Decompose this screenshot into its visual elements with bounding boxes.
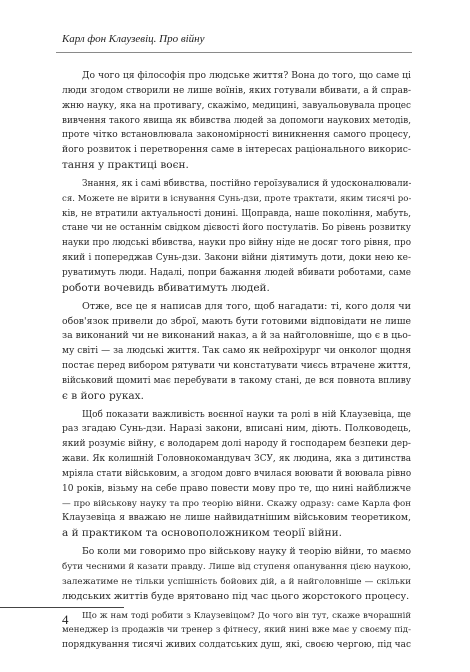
text-line: руватимуть люди. Надалі, попри бажання людей вбивати роботами, саме xyxy=(62,267,411,278)
text-line: проте чітко встановлювала закономірності виникнення самого процесу, xyxy=(62,130,411,141)
text-line: Знання, як і самі вбивства, постійно героїзувалися й удосконалювали- xyxy=(82,178,411,189)
body-text xyxy=(62,69,411,653)
paragraph xyxy=(62,408,411,542)
text-line: Бо коли ми говоримо про військову науку й теорію війни, то маємо xyxy=(82,546,411,558)
paragraph xyxy=(62,300,411,404)
text-line: — про військову науку та про теорію війни. Скажу одразу: саме Карла фон xyxy=(62,498,411,509)
running-title: Карл фон Клаузевіц. Про війну xyxy=(62,33,205,45)
paragraph xyxy=(62,609,411,654)
text-line: менеджер із продажів чи тренер з фітнесу, який нині вже має у своєму під- xyxy=(62,625,411,636)
text-line: Що ж нам тоді робити з Клаузевіцом? До чого він тут, скаже вчорашній xyxy=(82,610,411,621)
text-line: військовий щомиті має перебувати в такому стані, де вся повнота впливу xyxy=(62,375,411,386)
text-line: 10 років, візьму на себе право повести мову про те, що нині найближче xyxy=(62,483,411,494)
text-line: ся. Можете не вірити в існування Сунь-дзи, проте трактати, яким тисячі ро- xyxy=(62,193,411,204)
text-line: людських життів буде врятовано під час цього жорстокого процесу. xyxy=(62,590,410,602)
text-line: вивчення такого явища як вбивства людей за допомоги наукових методів, xyxy=(62,115,411,126)
text-line: Щоб показати важливість воєнної науки та ролі в ній Клаузевіца, ще xyxy=(82,409,411,420)
text-line: люди згодом створили не лише воїнів, яких готували вбивати, а й справ- xyxy=(62,85,411,96)
text-line: його розвиток і перетворення саме в інтересах раціонального викорис- xyxy=(62,144,411,156)
text-line: за виконаний чи не виконаний наказ, а й за найголовніше, що є в цьо- xyxy=(62,330,411,342)
footer-rule xyxy=(0,607,124,608)
text-line: науки про людські вбивства, науки про війну ніде не досяг того рівня, про xyxy=(62,238,411,249)
text-line: До чого ця філософія про людське життя? Вона до того, що саме ці xyxy=(82,70,411,81)
text-line: бути чесними й казати правду. Лише від ступеня опанування цією наукою, xyxy=(62,562,411,572)
text-line: який розуміє війну, є володарем долі народу й господарем безпеки дер- xyxy=(62,439,411,450)
text-line: раз згадаю Сунь-дзи. Наразі закони, вписані ним, діють. Полководець, xyxy=(62,423,411,435)
text-line: порядкування тисячі живих солдатських душ, які, своєю чергою, під час xyxy=(62,640,411,651)
text-line: стане чи не останнім свідком дієвості його постулатів. Бо рівень розвитку xyxy=(62,223,411,234)
paragraph xyxy=(62,177,411,296)
text-line: є в його руках. xyxy=(62,389,144,402)
text-line: Отже, все це я написав для того, щоб нагадати: ті, кого доля чи xyxy=(82,300,411,312)
text-line: ків, не втратили актуальності донині. Щоправда, наше покоління, мабуть, xyxy=(62,208,411,219)
text-line: залежатиме не тільки успішність бойових дій, а й найголовніше — скільки xyxy=(62,576,411,587)
text-line: Клаузевіца я вважаю не лише найвидатнішим військовим теоретиком, xyxy=(62,512,411,524)
text-line: жави. Як колишній Головнокомандувач ЗСУ, як людина, яка з дитинства xyxy=(62,454,411,465)
page-number: 4 xyxy=(62,612,69,627)
text-line: а й практиком та основоположником теорії війни. xyxy=(62,527,342,540)
paragraph xyxy=(62,69,411,173)
text-line: тання у практиці воєн. xyxy=(62,159,189,172)
text-line: роботи вочевидь вбиватимуть людей. xyxy=(62,281,270,294)
header-rule xyxy=(56,52,412,53)
text-line: жню науку, яка на противагу, скажімо, медицині, завуальовувала процес xyxy=(62,100,411,111)
text-line: мріяла стати військовим, а згодом довго вчилася воювати й воювала рівно xyxy=(62,468,411,479)
text-line: постає перед вибором рятувати чи констатувати чиєсь втрачене життя, xyxy=(62,361,411,372)
text-line: обов'язок привели до зброї, мають бути готовими відповідати не лише xyxy=(62,315,411,327)
text-line: який і попереджав Сунь-дзи. Закони війни діятимуть доти, доки нею ке- xyxy=(62,253,411,264)
paragraph xyxy=(62,545,411,604)
text-line: му світі — за людські життя. Так само як нейрохірург чи онколог щодня xyxy=(62,346,411,357)
